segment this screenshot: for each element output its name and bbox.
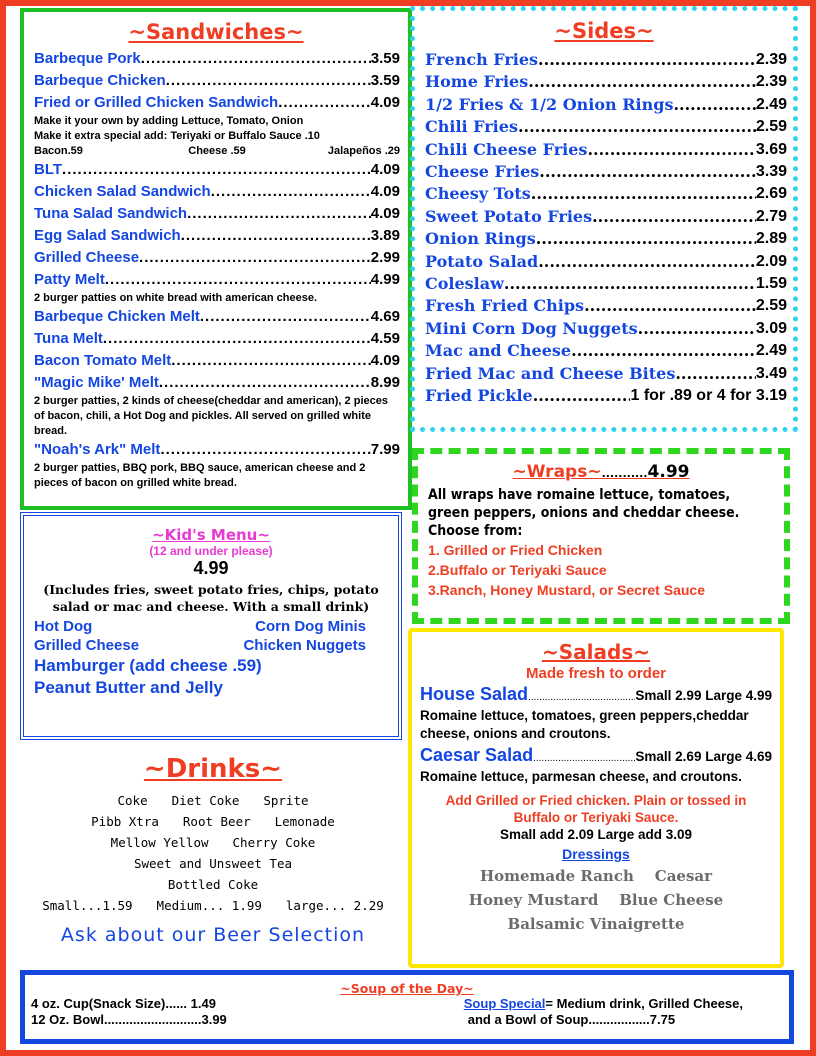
- item-name: BLT: [34, 161, 63, 178]
- side-item: [425, 363, 787, 385]
- side-item: [425, 49, 787, 71]
- side-item: [425, 116, 787, 138]
- soup-special-label: Soup Special: [463, 996, 546, 1011]
- extra-cheese: Cheese .59: [188, 145, 246, 157]
- salad-item: [412, 745, 780, 766]
- dot-leader: [141, 48, 371, 70]
- side-item: [425, 206, 787, 228]
- menu-item: [34, 181, 400, 203]
- kids-description: (Includes fries, sweet potato fries, chips, potato salad or mac and cheese. With a small drink): [43, 582, 379, 614]
- side-item: [425, 183, 787, 205]
- dot-leader: [62, 159, 371, 181]
- drinks-title: ~Drinks~: [143, 754, 283, 784]
- kids-title: ~Kid's Menu~: [152, 526, 270, 544]
- dot-leader: [587, 139, 755, 161]
- item-price: 2.89: [755, 230, 787, 248]
- side-item: [425, 273, 787, 295]
- dressing-row: Homemade Ranch Caesar: [479, 867, 713, 885]
- item-price: 2.59: [755, 118, 787, 136]
- salad-addon-price: Small add 2.09 Large add 3.09: [499, 827, 693, 842]
- item-name: "Magic Mike' Melt: [34, 374, 159, 391]
- drinks-list: [20, 790, 406, 916]
- item-name: Chicken Salad Sandwich: [34, 183, 211, 200]
- item-price: 3.59: [370, 72, 400, 89]
- dot-leader: [103, 328, 371, 350]
- dot-leader: [105, 269, 371, 291]
- menu-item: [34, 203, 400, 225]
- drink-row: [20, 895, 406, 916]
- drink-item: Cherry Coke: [232, 835, 316, 850]
- item-price: 4.09: [370, 352, 400, 369]
- item-price: 3.69: [755, 140, 787, 158]
- menu-item: [34, 159, 400, 181]
- dot-leader: ...........: [601, 467, 648, 480]
- salad-description: Romaine lettuce, tomatoes, green peppers,cheddar cheese, onions and croutons.: [420, 708, 749, 741]
- dot-leader: [518, 116, 756, 138]
- extra-bacon: Bacon.59: [34, 145, 83, 157]
- soup-special-text: = Medium drink, Grilled Cheese,: [545, 996, 743, 1011]
- drink-item: Coke: [117, 793, 148, 808]
- soup-section: [20, 970, 794, 1044]
- kids-item: Chicken Nuggets: [243, 637, 366, 654]
- item-price: 2.49: [755, 342, 787, 360]
- kids-price: 4.99: [193, 558, 229, 578]
- item-price: 3.39: [755, 163, 787, 181]
- side-item: [425, 295, 787, 317]
- item-price: 4.09: [370, 94, 400, 111]
- dot-leader: [528, 692, 635, 703]
- item-name: Tuna Melt: [34, 330, 103, 347]
- dot-leader: [528, 71, 756, 93]
- menu-item: [34, 225, 400, 247]
- drinks-section: [20, 744, 406, 966]
- item-name: Tuna Salad Sandwich: [34, 205, 188, 222]
- sandwiches-section: [20, 8, 412, 510]
- item-name: Onion Rings: [425, 229, 536, 249]
- item-name: French Fries: [425, 50, 539, 69]
- dot-leader: [278, 92, 371, 114]
- salads-section: [408, 628, 784, 968]
- item-note: Make it your own by adding Lettuce, Tomato, Onion: [34, 115, 304, 127]
- sandwiches-title: ~Sandwiches~: [128, 20, 304, 44]
- drink-row: [20, 811, 406, 832]
- item-name: Sweet Potato Fries: [425, 206, 593, 226]
- menu-item: [34, 306, 400, 328]
- side-item: [425, 161, 787, 183]
- drink-item: large... 2.29: [285, 898, 384, 913]
- item-name: Cheesy Tots: [425, 184, 531, 204]
- item-name: Barbeque Pork: [34, 50, 141, 67]
- item-price: 2.09: [755, 252, 787, 270]
- item-price: 3.49: [755, 364, 787, 382]
- dot-leader: [673, 94, 755, 116]
- drink-item: Medium... 1.99: [156, 898, 262, 913]
- item-name: Barbeque Chicken Melt: [34, 308, 200, 325]
- item-note: 2 burger patties, 2 kinds of cheese(cheddar and american), 2 pieces of bacon, chili, a Hot Dog and pickles. All served on grilled white bread.: [34, 395, 388, 437]
- dot-leader: [211, 181, 371, 203]
- item-name: Home Fries: [425, 72, 529, 92]
- dot-leader: [187, 203, 371, 225]
- item-price: 2.49: [755, 95, 787, 113]
- item-name: Barbeque Chicken: [34, 72, 166, 89]
- salads-subtitle: Made fresh to order: [525, 665, 667, 682]
- item-price: Small 2.99 Large 4.99: [635, 688, 772, 703]
- item-name: Fried Pickle: [425, 386, 533, 406]
- sides-list: [415, 49, 793, 408]
- kids-item: Hot Dog: [34, 618, 93, 635]
- item-price: 4.69: [370, 308, 400, 325]
- drink-item: Diet Coke: [171, 793, 240, 808]
- kids-item: Corn Dog Minis: [255, 618, 366, 635]
- item-price: 3.89: [370, 227, 400, 244]
- menu-item: [34, 372, 400, 394]
- dot-leader: [171, 350, 371, 372]
- item-name: House Salad: [420, 684, 529, 704]
- menu-item: [34, 70, 400, 92]
- menu-item: [34, 328, 400, 350]
- menu-item: [34, 350, 400, 372]
- item-name: Patty Melt: [34, 271, 105, 288]
- kids-item: Grilled Cheese: [34, 637, 140, 654]
- extra-jalapenos: Jalapeños .29: [327, 145, 400, 157]
- item-note: 2 burger patties on white bread with american cheese.: [34, 292, 318, 304]
- dot-leader: [638, 318, 756, 340]
- side-item: [425, 385, 787, 407]
- item-name: Bacon Tomato Melt: [34, 352, 172, 369]
- drink-row: [20, 790, 406, 811]
- dot-leader: [536, 228, 756, 250]
- side-item: [425, 71, 787, 93]
- beer-selection: Ask about our Beer Selection: [60, 924, 366, 946]
- item-name: Chili Cheese Fries: [425, 139, 588, 159]
- side-item: [425, 94, 787, 116]
- wrap-option: 3.Ranch, Honey Mustard, or Secret Sauce: [428, 582, 705, 598]
- dot-leader: [538, 251, 756, 273]
- item-name: Grilled Cheese: [34, 249, 140, 266]
- item-price: 1.59: [755, 275, 787, 293]
- menu-item: [34, 48, 400, 70]
- item-name: Cheese Fries: [425, 162, 540, 182]
- item-price: 4.59: [370, 330, 400, 347]
- wraps-title: [418, 462, 784, 482]
- soup-special-text-2: and a Bowl of Soup.................7.75: [467, 1012, 676, 1027]
- item-name: Fried Mac and Cheese Bites: [425, 363, 676, 383]
- item-name: Fresh Fried Chips: [425, 296, 585, 316]
- drink-item: Bottled Coke: [167, 877, 259, 892]
- dot-leader: [504, 273, 756, 295]
- drink-row: [20, 853, 406, 874]
- dot-leader: [159, 372, 371, 394]
- item-price: 2.69: [755, 185, 787, 203]
- wraps-section: [412, 448, 790, 624]
- dot-leader: [139, 247, 371, 269]
- wrap-option: 2.Buffalo or Teriyaki Sauce: [428, 562, 607, 578]
- side-item: [425, 340, 787, 362]
- dot-leader: [571, 340, 756, 362]
- kids-item: Hamburger (add cheese .59): [34, 656, 262, 675]
- dot-leader: [538, 49, 756, 71]
- dressing-row: Balsamic Vinaigrette: [507, 915, 685, 933]
- kids-items: [24, 617, 398, 699]
- dot-leader: [533, 753, 635, 764]
- item-name: Chili Fries: [425, 117, 518, 137]
- item-price: 2.79: [755, 207, 787, 225]
- wraps-title-text: ~Wraps~: [512, 462, 602, 482]
- item-price: 4.09: [370, 205, 400, 222]
- dot-leader: [531, 183, 756, 205]
- side-item: [425, 228, 787, 250]
- item-price: 4.09: [370, 161, 400, 178]
- item-note: Make it extra special add: Teriyaki or Buffalo Sauce .10: [34, 130, 320, 142]
- kids-menu-section: [20, 512, 402, 740]
- item-price: 8.99: [370, 374, 400, 391]
- item-price: 4.09: [370, 183, 400, 200]
- soup-special: [464, 996, 743, 1012]
- soup-bowl: 12 Oz. Bowl...........................3.99: [31, 1012, 227, 1027]
- item-price: 7.99: [370, 441, 400, 458]
- soup-title: ~Soup of the Day~: [340, 981, 474, 996]
- menu-item: [34, 247, 400, 269]
- wraps-description: All wraps have romaine lettuce, tomatoes, green peppers, onions and cheddar cheese. Choose from:: [428, 487, 740, 539]
- item-price: 4.99: [370, 271, 400, 288]
- drink-item: Sweet and Unsweet Tea: [133, 856, 293, 871]
- dot-leader: [592, 206, 756, 228]
- kids-item: Peanut Butter and Jelly: [34, 678, 223, 697]
- drink-item: Small...1.59: [42, 898, 133, 913]
- drink-item: Lemonade: [274, 814, 335, 829]
- menu-item: [34, 269, 400, 291]
- salad-addon: Add Grilled or Fried chicken. Plain or tossed in Buffalo or Teriyaki Sauce.: [445, 793, 747, 825]
- item-name: Fried or Grilled Chicken Sandwich: [34, 94, 279, 111]
- item-price: 2.59: [755, 297, 787, 315]
- sides-section: [410, 6, 798, 432]
- dressings-title: Dressings: [562, 846, 630, 862]
- dot-leader: [160, 439, 370, 461]
- drink-item: Root Beer: [182, 814, 251, 829]
- item-name: "Noah's Ark" Melt: [34, 441, 161, 458]
- item-name: 1/2 Fries & 1/2 Onion Rings: [425, 94, 674, 114]
- drink-item: Sprite: [263, 793, 309, 808]
- side-item: [425, 139, 787, 161]
- item-price: 1 for .89 or 4 for 3.19: [630, 387, 787, 405]
- salads-title: ~Salads~: [542, 640, 650, 664]
- item-note: 2 burger patties, BBQ pork, BBQ sauce, american cheese and 2 pieces of bacon on grilled white bread.: [34, 462, 366, 489]
- item-price: 2.99: [370, 249, 400, 266]
- menu-item: [34, 439, 400, 461]
- item-price: 3.59: [370, 50, 400, 67]
- item-name: Caesar Salad: [420, 745, 534, 765]
- item-price: 2.39: [755, 73, 787, 91]
- dot-leader: [181, 225, 371, 247]
- side-item: [425, 251, 787, 273]
- wrap-option: 1. Grilled or Fried Chicken: [428, 542, 603, 558]
- menu-item: [34, 92, 400, 114]
- item-name: Mini Corn Dog Nuggets: [425, 318, 638, 338]
- drink-row: [20, 874, 406, 895]
- dressing-row: Honey Mustard Blue Cheese: [468, 891, 724, 909]
- dot-leader: [166, 70, 371, 92]
- item-price: 2.39: [755, 51, 787, 68]
- drink-row: [20, 832, 406, 853]
- item-name: Potato Salad: [425, 251, 539, 271]
- dot-leader: [533, 385, 631, 407]
- dot-leader: [584, 295, 756, 317]
- salad-description: Romaine lettuce, parmesan cheese, and croutons.: [420, 769, 742, 784]
- salad-item: [412, 684, 780, 705]
- soup-cup: 4 oz. Cup(Snack Size)...... 1.49: [31, 996, 216, 1011]
- dot-leader: [200, 306, 371, 328]
- sides-title: ~Sides~: [554, 19, 654, 43]
- side-item: [425, 318, 787, 340]
- dot-leader: [675, 363, 756, 385]
- drink-item: Mellow Yellow: [110, 835, 209, 850]
- item-price: 3.09: [755, 319, 787, 337]
- extras-row: [34, 144, 400, 159]
- drink-item: Pibb Xtra: [91, 814, 159, 829]
- dot-leader: [539, 161, 756, 183]
- item-name: Coleslaw: [425, 274, 504, 294]
- kids-subtitle: (12 and under please): [149, 544, 273, 558]
- wraps-price: 4.99: [647, 462, 690, 482]
- item-price: Small 2.69 Large 4.69: [635, 749, 772, 764]
- item-name: Egg Salad Sandwich: [34, 227, 181, 244]
- item-name: Mac and Cheese: [425, 341, 572, 361]
